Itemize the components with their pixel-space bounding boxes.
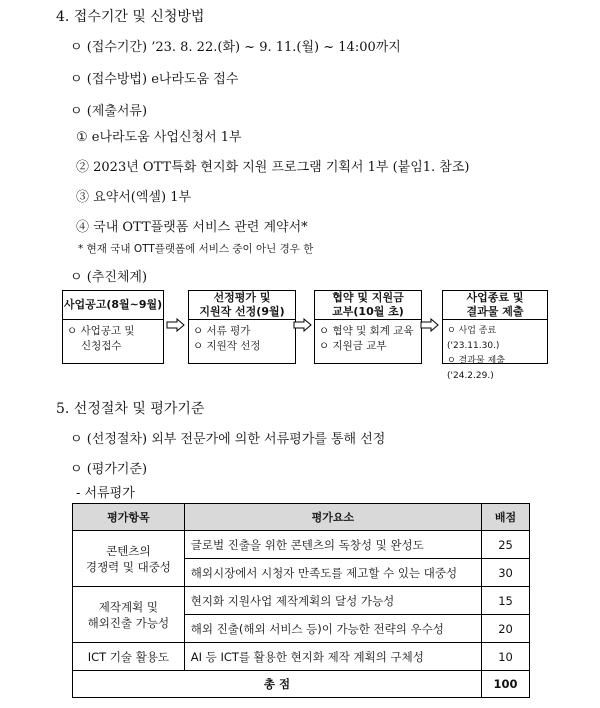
header-score: 배점	[482, 504, 530, 531]
table-row	[73, 531, 530, 559]
score-cell: 10	[482, 643, 530, 671]
right-arrow-icon	[166, 318, 186, 332]
doc-note: * 현재 국내 OTT플랫폼에 서비스 중이 아닌 경우 한	[78, 243, 314, 255]
score-cell: 25	[482, 531, 530, 559]
category-cell: 콘텐츠의 경쟁력 및 대중성	[73, 531, 185, 587]
flow-step-title: 선정평가 및 지원작 선정(9월)	[189, 291, 295, 320]
score-cell: 20	[482, 615, 530, 643]
table-header-row	[73, 504, 530, 531]
submission-period: ㅇ (접수기간) ’23. 8. 22.(화) ~ 9. 11.(월) ~ 14:00까지	[70, 40, 401, 55]
category-cell: ICT 기술 활용도	[73, 643, 185, 671]
flow-step-title: 사업종료 및 결과물 제출	[443, 291, 547, 320]
flow-step-body: ㅇ 사업 종료('23.11.30.) ㅇ 결과물 제출('24.2.29.)	[447, 326, 505, 381]
table-row	[73, 643, 530, 671]
element-cell: 현지화 지원사업 제작계획의 달성 가능성	[184, 587, 481, 615]
flow-step-title: 협약 및 지원금 교부(10월 초)	[315, 291, 421, 320]
flow-step-title: 사업공고(8월~9월)	[63, 291, 163, 320]
doc-item: ① e나라도움 사업신청서 1부	[76, 130, 242, 145]
total-row	[73, 671, 530, 698]
required-docs-label: ㅇ (제출서류)	[70, 104, 148, 119]
submission-method: ㅇ (접수방법) e나라도움 접수	[70, 72, 239, 87]
selection-procedure: ㅇ (선정절차) 외부 전문가에 의한 서류평가를 통해 선정	[70, 432, 386, 447]
flow-step-agreement	[314, 290, 422, 364]
right-arrow-icon	[293, 318, 313, 332]
process-label: ㅇ (추진체계)	[70, 270, 148, 285]
doc-item: ② 2023년 OTT특화 현지화 지원 프로그램 기획서 1부 (붙임1. 참조)	[76, 160, 470, 175]
doc-item: ④ 국내 OTT플랫폼 서비스 관련 계약서*	[76, 220, 308, 235]
evaluation-table	[72, 503, 530, 698]
section-5-title: 5. 선정절차 및 평가기준	[56, 401, 205, 417]
header-category: 평가항목	[73, 504, 185, 531]
element-cell: 해외시장에서 시청자 만족도를 제고할 수 있는 대중성	[184, 559, 481, 587]
score-cell: 30	[482, 559, 530, 587]
element-cell: 글로벌 진출을 위한 콘텐츠의 독창성 및 완성도	[184, 531, 481, 559]
element-cell: AI 등 ICT를 활용한 현지화 제작 계획의 구체성	[184, 643, 481, 671]
right-arrow-icon	[420, 318, 440, 332]
flow-step-completion	[442, 290, 548, 381]
flow-step-body: ㅇ 협약 및 회계 교육 ㅇ 지원금 교부	[319, 325, 414, 352]
flow-step-evaluation	[188, 290, 296, 364]
flow-step-body: ㅇ 서류 평가 ㅇ 지원작 선정	[193, 325, 261, 352]
doc-item: ③ 요약서(엑셀) 1부	[76, 190, 192, 205]
total-score: 100	[482, 671, 530, 698]
category-cell: 제작계획 및 해외진출 가능성	[73, 587, 185, 643]
flow-step-body: ㅇ 사업공고 및 신청접수	[67, 325, 135, 352]
flow-step-announcement	[62, 290, 164, 364]
header-element: 평가요소	[184, 504, 481, 531]
criteria-label: ㅇ (평가기준)	[70, 462, 148, 477]
element-cell: 해외 진출(해외 서비스 등)이 가능한 전략의 우수성	[184, 615, 481, 643]
section-4-title: 4. 접수기간 및 신청방법	[56, 9, 205, 25]
table-row	[73, 587, 530, 615]
total-label: 총 점	[73, 671, 482, 698]
score-cell: 15	[482, 587, 530, 615]
document-review-label: - 서류평가	[76, 486, 135, 501]
